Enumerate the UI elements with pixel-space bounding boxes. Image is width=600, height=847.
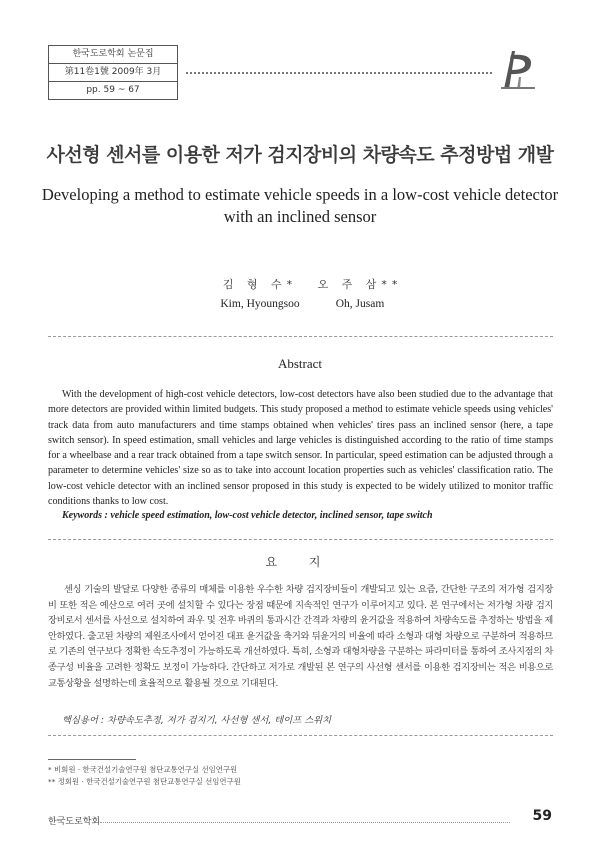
author-2-korean: 오 주 삼** — [317, 278, 403, 291]
title-korean: 사선형 센서를 이용한 저가 검지장비의 차량속도 추정방법 개발 — [46, 144, 554, 166]
author-2-english: Oh, Jusam — [335, 298, 385, 310]
author-2 — [280, 276, 440, 310]
footnotes — [48, 764, 448, 788]
title-english-line2: with an inclined sensor — [223, 207, 377, 226]
core-terms: 핵심용어 : 차량속도추정, 저가 검지기, 사선형 센서, 테이프 스위치 — [62, 715, 332, 726]
journal-info-box — [48, 45, 178, 100]
footer-society: 한국도로학회 — [48, 817, 101, 827]
page-number: 59 — [532, 808, 552, 824]
abstract-keywords: Keywords : vehicle speed estimation, low-cost vehicle detector, inclined sensor, tape switch — [62, 510, 433, 521]
society-logo-icon — [498, 47, 538, 91]
author-1-english: Kim, Hyoungsoo — [220, 298, 300, 310]
yoji-body: 센싱 기술의 발달로 다양한 종류의 매체를 이용한 우수한 차량 검지장비들이 개발되고 있는 요즘, 간단한 구조의 저가형 검지장비 또한 적은 예산으로 여러 곳에 설치할 수 있다는 장점 때문에 지속적인 연구가 이루어지고 있다. 본 연구에서는 저가형 차량 검지장비로서 센서를 사선으로 설치하여 좌우 및 전후 바퀴의 통과시간 간격과 차량의 윤거값을 적용하여 차량속도를 추정하는 방법을 제안하였다. 출고된 차량의 제원조사에서 얻어진 대표 윤거값을 축거와 뒤윤거의 비율에 따라 소형과 대형 차량으로 구분하여 적용하므로 기존의 연구보다 정확한 속도추정이 가능하도록 개선하였다. 특히, 소형과 대형차량을 구분하는 파라미터를 통하여 조사지점의 차종구성 비율을 고려한 정확도 보정이 가능하다. 간단하고 저가로 개발된 본 연구의 사선형 센서를 이용한 검지장비는 적은 비용으로 교통상황을 설명하는데 효율적으로 활용될 것으로 기대된다. — [48, 584, 553, 689]
abstract-body: With the development of high-cost vehicle detectors, low-cost detectors have also been studied due to the advantage that more detectors are provided within limited budgets. This study proposed a method to estimate vehicle speeds using vehicles' track data from auto manufacturers and time stamps obtained when vehicles' tires pass an inclined sensor (here, a tape switch sensor). In speed estimation, small vehicles and large vehicles is distinguished according to the ratio of time stamps for a wheelbase and a rear track obtained from a tape switch sensor. In particular, speed estimation can be adjusted through a parameter to determine vehicles' size so as to take into account location properties such as vehicles' classification ratio. The low-cost vehicle detector with an inclined sensor proposed in this study is expected to be widely utilized to monitor traffic conditions thanks to low cost. — [48, 389, 553, 508]
author-1-korean: 김 형 수* — [222, 278, 298, 291]
divider-bottom — [48, 735, 553, 736]
footnote-rule — [48, 759, 136, 760]
journal-name: 한국도로학회 논문집 — [72, 49, 154, 59]
abstract-heading: Abstract — [277, 356, 323, 371]
volume-issue: 第11卷1號 2009年 3月 — [49, 63, 177, 81]
yoji-heading: 요 지 — [265, 555, 335, 569]
title-english-line1: Developing a method to estimate vehicle speeds in a low-cost vehicle detector — [41, 185, 559, 204]
footnote-2: ** 정회원 · 한국건설기술연구원 첨단교통연구실 선임연구원 — [48, 777, 241, 786]
title-english — [40, 184, 560, 228]
divider-top — [48, 336, 553, 337]
divider-middle — [48, 539, 553, 540]
page-range: pp. 59 ~ 67 — [49, 81, 177, 99]
footnote-1: * 비회원 · 한국건설기술연구원 첨단교통연구실 선임연구원 — [48, 765, 238, 774]
footer-dotted-rule — [100, 822, 510, 823]
header-dotted-rule — [186, 72, 492, 74]
